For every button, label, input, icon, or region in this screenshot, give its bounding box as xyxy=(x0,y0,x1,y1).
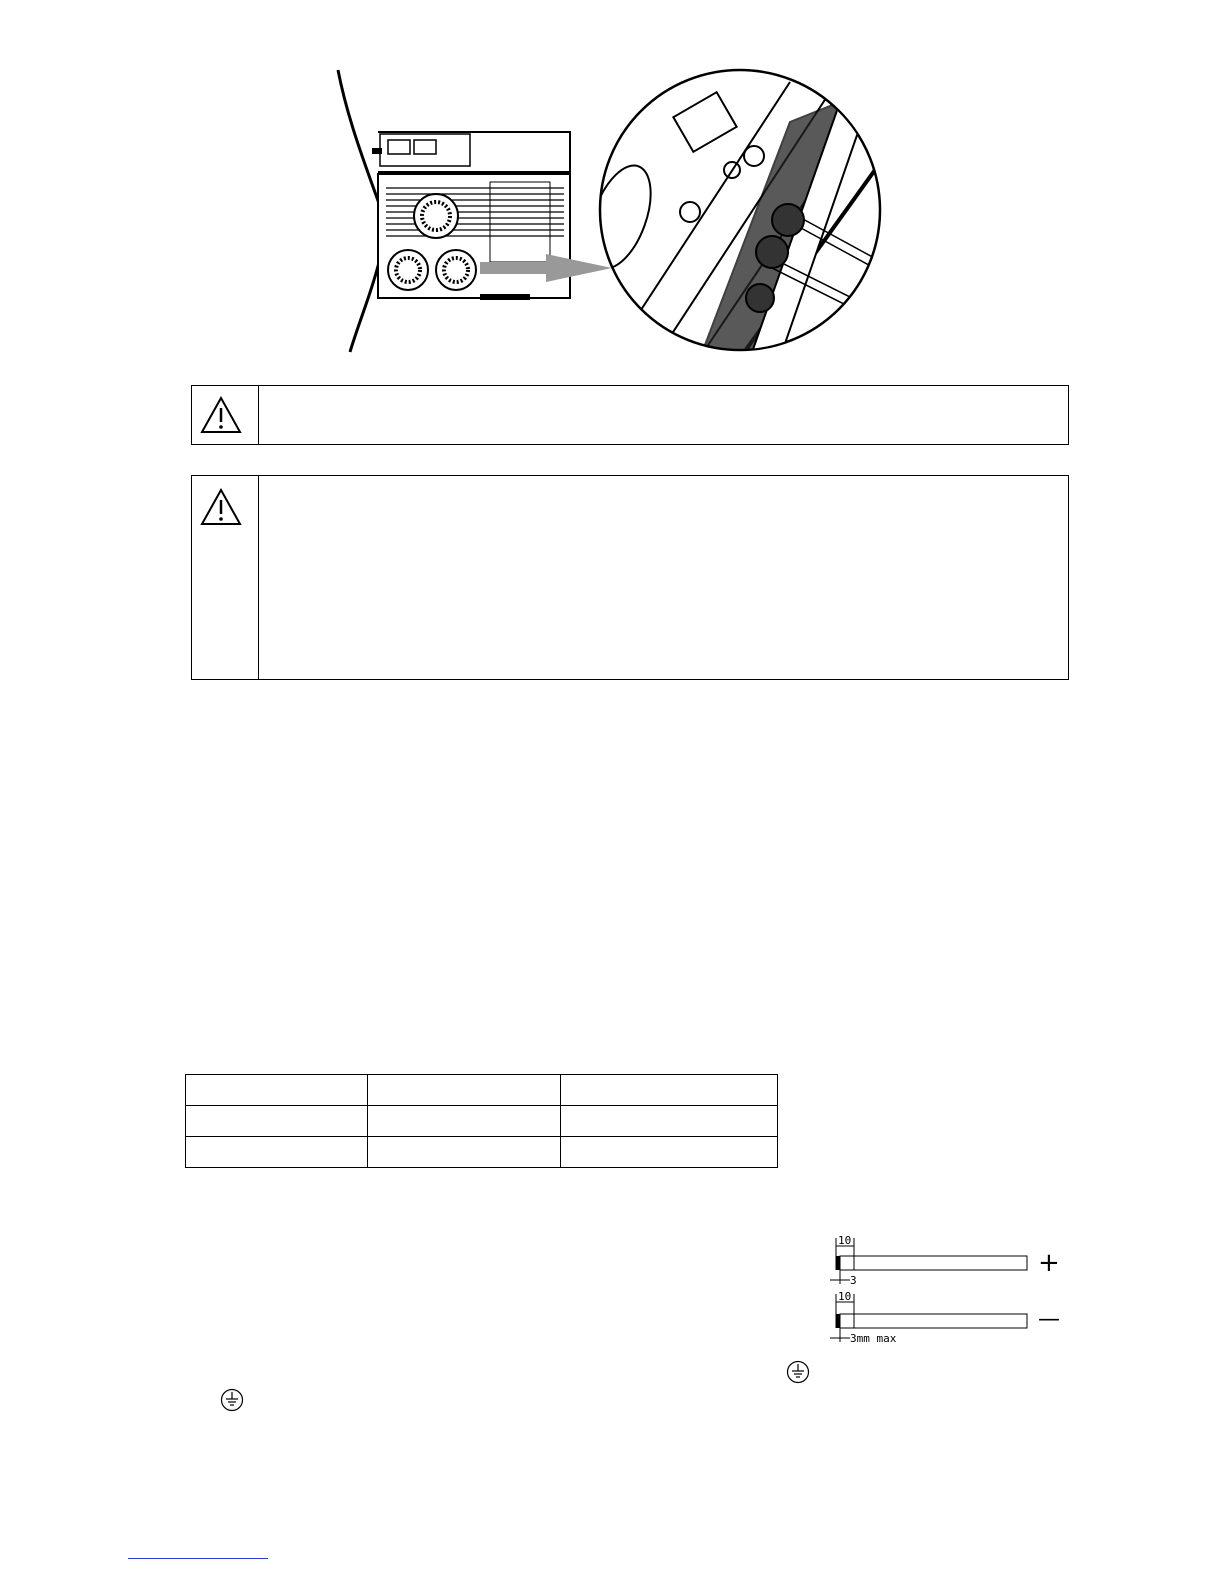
positive-symbol: + xyxy=(1038,1248,1060,1278)
warning-icon-cell xyxy=(192,476,259,679)
warning-icon-cell xyxy=(192,386,259,444)
cable-strip-negative-diagram xyxy=(826,1290,1066,1344)
dim-label: 3 xyxy=(850,1274,857,1286)
table-cell xyxy=(186,1106,368,1137)
dim-label: 10 xyxy=(838,1234,852,1247)
table-cell xyxy=(368,1106,561,1137)
warning-triangle-icon xyxy=(200,396,242,434)
ground-symbol-icon xyxy=(220,1388,244,1412)
table-cell xyxy=(368,1075,561,1106)
dim-label: 10 xyxy=(838,1290,852,1303)
ground-symbol-icon xyxy=(786,1360,810,1384)
table-cell xyxy=(186,1075,368,1106)
table-cell xyxy=(561,1075,778,1106)
table-cell xyxy=(561,1137,778,1168)
table-row xyxy=(186,1106,778,1137)
inverter-illustration xyxy=(320,62,900,358)
footer-link[interactable] xyxy=(128,1558,268,1559)
spec-table xyxy=(185,1074,778,1168)
cable-strip-positive-diagram xyxy=(826,1234,1066,1286)
table-row xyxy=(186,1075,778,1106)
negative-symbol: — xyxy=(1038,1307,1060,1332)
dim-label: 3mm max xyxy=(850,1332,897,1344)
table-cell xyxy=(368,1137,561,1168)
warning-box-1 xyxy=(191,385,1069,445)
warning-box-2 xyxy=(191,475,1069,680)
table-row xyxy=(186,1137,778,1168)
warning-triangle-icon xyxy=(200,488,242,526)
table-cell xyxy=(186,1137,368,1168)
table-cell xyxy=(561,1106,778,1137)
